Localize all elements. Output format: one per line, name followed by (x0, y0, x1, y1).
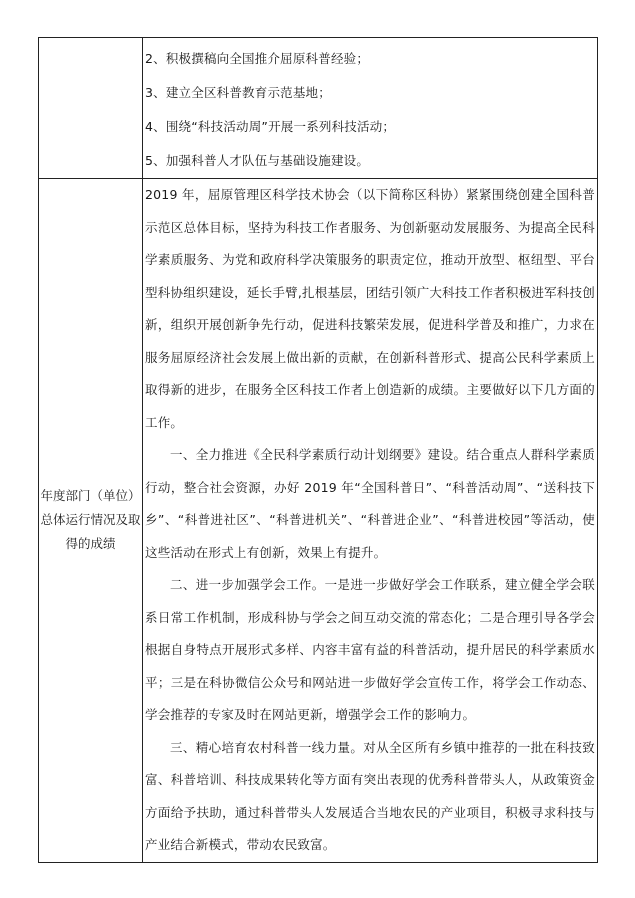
plan-label-cell (39, 38, 143, 179)
plan-row (39, 38, 598, 179)
performance-label: 年度部门（单位）总体运行情况及取得的成绩 (40, 488, 141, 552)
plan-item: 5、加强科普人才队伍与基础设施建设。 (145, 153, 370, 168)
plan-item: 2、积极撰稿向全国推介屈原科普经验； (145, 51, 370, 66)
performance-label-cell (39, 179, 143, 863)
plan-item: 4、围绕“科技活动周”开展一系列科技活动； (145, 119, 396, 134)
report-table (38, 37, 598, 863)
plan-item: 3、建立全区科普教育示范基地； (145, 85, 331, 100)
section-paragraph: 三、精心培育农村科普一线力量。对从全区所有乡镇中推荐的一批在科技致富、科普培训、科技成果转化等方面有突出表现的优秀科普带头人，从政策资金方面给予扶助，通过科普带头人发展适合当地农民的产业项目，积极寻求科技与产业结合新模式，带动农民致富。 (145, 739, 595, 852)
intro-paragraph: 2019 年，屈原管理区科学技术协会（以下简称区科协）紧紧围绕创建全国科普示范区总体目标，坚持为科技工作者服务、为创新驱动发展服务、为提高全民科学素质服务、为党和政府科学决策服务的职责定位，推动开放型、枢纽型、平台型科协组织建设，延长手臂,扎根基层，团结引领广大科技工作者积极进军科技创新，组织开展创新争先行动，促进科技繁荣发展，促进科学普及和推广，力求在服务屈原经济社会发展上做出新的贡献，在创新科普形式、提高公民科学素质上取得新的进步，在服务全区科技工作者上创造新的成绩。主要做好以下几方面的工作。 (145, 187, 595, 430)
performance-content-cell (143, 179, 598, 863)
plan-content-cell (143, 38, 598, 179)
section-paragraph: 一、全力推进《全民科学素质行动计划纲要》建设。结合重点人群科学素质行动，整合社会资源，办好 2019 年“全国科普日”、“科普活动周”、“送科技下乡”、“科普进社区”、“科普进机关”、“科普进企业”、“科普进校园”等活动，使这些活动在形式上有创新，效果上有提升。 (145, 447, 595, 560)
section-paragraph: 二、进一步加强学会工作。一是进一步做好学会工作联系，建立健全学会联系日常工作机制，形成科协与学会之间互动交流的常态化；二是合理引导各学会根据自身特点开展形式多样、内容丰富有益的科普活动，提升居民的科学素质水平；三是在科协微信公众号和网站进一步做好学会宣传工作，将学会工作动态、学会推荐的专家及时在网站更新，增强学会工作的影响力。 (145, 577, 595, 722)
performance-row (39, 179, 598, 863)
